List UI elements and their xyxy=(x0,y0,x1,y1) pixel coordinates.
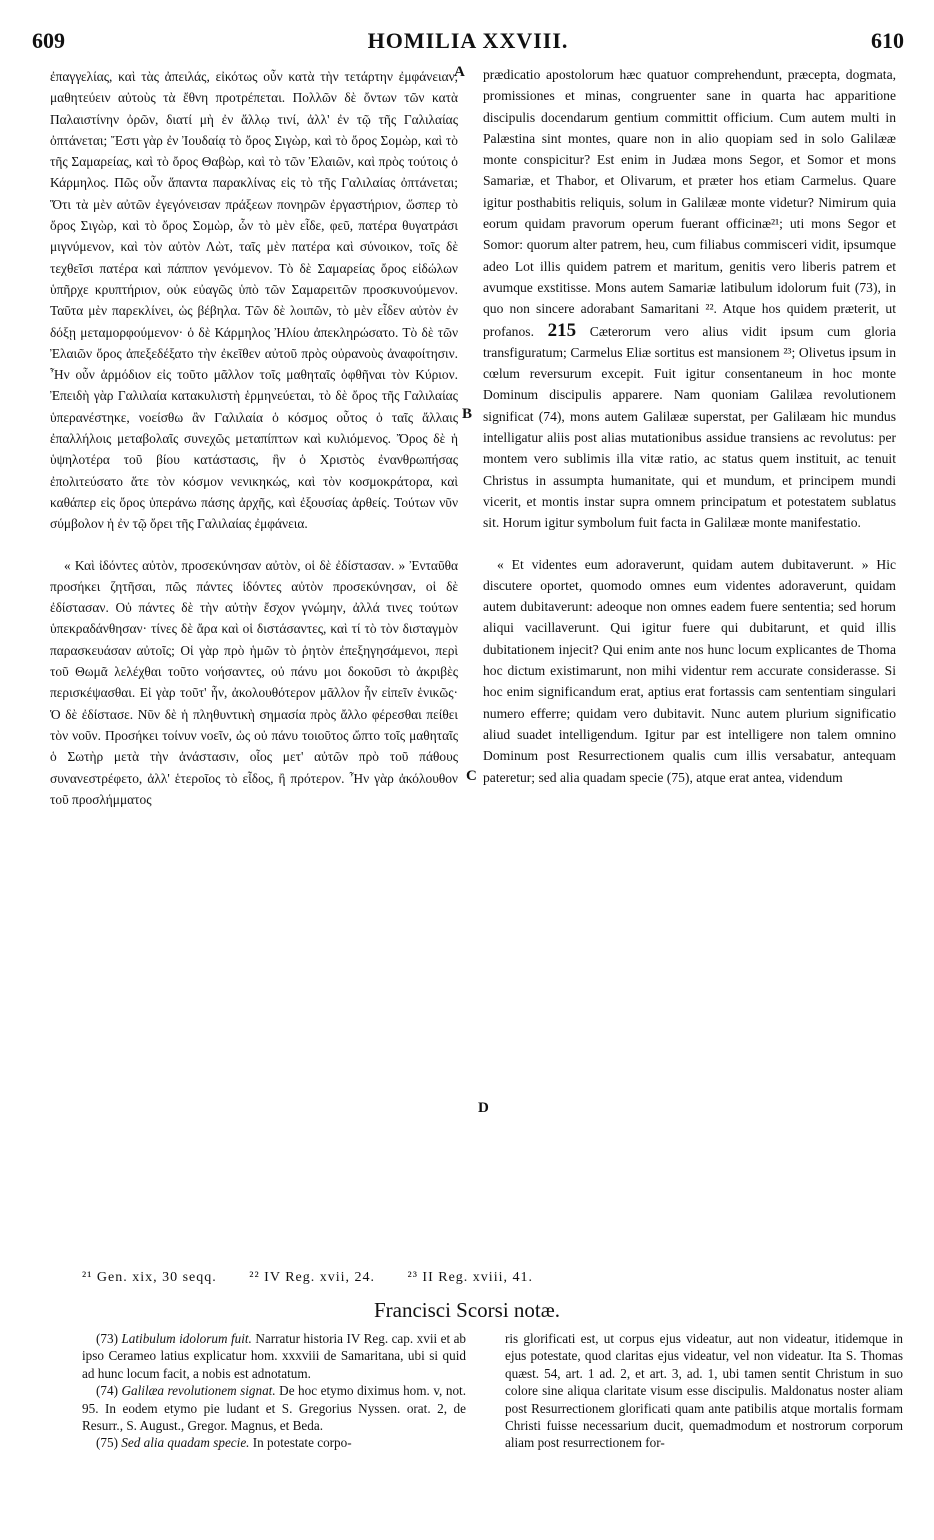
margin-letter-b: B xyxy=(462,406,473,422)
reference-23: ²³ II Reg. xviii, 41. xyxy=(407,1270,533,1285)
running-title: HOMILIA XXVIII. xyxy=(367,28,569,53)
latin-column xyxy=(483,64,896,788)
latin-paragraph-1b: Cæterorum vero alius vidit ipsum cum gloria transfiguratum; Carmelus Eliæ sortitus est mansionem ²³; Olivetus ipsum in cœlum reversurum excepit. Fuit igitur consentaneum in hoc monte Dominum discipulis apparere. Nam quoniam Galilæa revolutionem significat (74), mons autem Galilææ superstat, per Galilæam hic mundus intelligatur aliis post alias mutationibus assidue transiens ac revolutus: per montem vero sublimis illa vitæ ratio, ac status quem instituit, ac tenuit Christus in assumpta humanitate, qui et mundum, et principem mundi vicerit, et montis instar supra omnem principatum et potestatem sublatus sit. Horum igitur symbolum fuit facta in Galilææ monte manifestatio. xyxy=(483,323,896,531)
notes-right-column xyxy=(505,1330,903,1452)
column-number-marker: 215 xyxy=(547,319,577,341)
margin-letter-a: A xyxy=(454,64,465,80)
note-75-continued: ris glorificati est, ut corpus ejus videatur, aut non videatur, itidemque in ejus potestate, quod claritas ejus videatur, vel non videatur. Ita S. Thomas quæst. 54, art. 1 ad. 2, et art. 3, ad. 1, ubi tamen sentit Christum in suo colore sine aliqua claritate visum esse discipulis. Maldonatus noster aliam post Resurrectionem glorificati quam ante patibilis atque mortalis formam Christi fuisse necessarium ducit, quemadmodum et nostrorum corporum aliam post resurrectionem for- xyxy=(505,1331,903,1451)
reference-21: ²¹ Gen. xix, 30 seqq. xyxy=(82,1270,217,1285)
reference-22: ²² IV Reg. xvii, 24. xyxy=(249,1270,376,1285)
note-75-label: (75) xyxy=(96,1435,118,1451)
right-page-number: 610 xyxy=(871,28,904,53)
notes-title: Francisci Scorsi notæ. xyxy=(373,1298,561,1322)
note-75-text: In potestate corpo- xyxy=(252,1435,352,1451)
note-75-lemma: Sed alia quadam specie. xyxy=(121,1435,250,1451)
note-73-text: Narratur historia IV Reg. cap. xvii et ab ipso Cerameo latius explicatur hom. xxxviii de Samaritana, ubi si quid ad hunc locum facit, a nobis est adnotatum. xyxy=(82,1331,467,1381)
greek-paragraph-1: ἐπαγγελίας, καὶ τὰς ἀπειλάς, εἰκότως οὖν κατὰ τὴν τετάρτην ἐμφάνειαν, μαθητεύειν αὐτοὺς τὰ ἔθνη προτρέπεται. Πολλῶν δὲ ὄντων τῶν κατὰ Παλαιστίνην ὀρῶν, διατί μὴ ἐν ἄλλῳ τινί, ἀλλ' ἐν τῷ τῆς Γαλιλαίας ὀπτάνεται; Ἔστι γὰρ ἐν Ἰουδαίᾳ τὸ ὄρος Σιγὼρ, καὶ τὸ ὄρος Σομὼρ, καὶ τὸ τῆς Σαμαρείας, καὶ τὸ ὄρος Θαβὼρ, καὶ τὸ τῶν Ἐλαιῶν, καὶ πρὸς τούτοις ὁ Κάρμηλος. Πῶς οὖν ἅπαντα παρακλίνας εἰς τὸ τῆς Γαλιλαίας ὀπτάνεται; Ὅτι τὰ μὲν αὐτῶν ἐγεγόνεισαν πράξεων πονηρῶν ἐργαστήριον, ὥσπερ τὸ ὄρος Σιγὼρ, καὶ τὸ ὄρος Σομὼρ, ὧν τὸ μὲν εἶδε, φεῦ, πατέρα θυγατράσι μιγνύμενον, καὶ τὸν αὐτὸν Λὼτ, ταῖς μὲν πατέρα καὶ σύνοικον, τοῖς δὲ τεχθεῖσι πατέρα καὶ πάππον γενόμενον. Τὸ δὲ Σαμαρείας ὄρος εἰδώλων ὑπῆρχε κρυπτήριον, οὐκ εὐαγῶς ὑπὸ τῶν Σαμαρειτῶν προσκυνούμενον. Ταῦτα μὲν παρεκλίνει, ὡς βέβηλα. Τῶν δὲ λοιπῶν, τὸ μὲν εἶδεν αὐτὸν ἐν δόξῃ μεταμορφούμενον· ὁ δὲ Κάρμηλος Ἠλίου ἀπεκληρώσατο. Τὸ δὲ τῶν Ἐλαιῶν ὄρος ἀπεξεδέξατο τὴν ἐκεῖθεν αὐτοῦ πρὸς οὐρανοὺς ἀναφοίτησιν. Ἦν οὖν ἁρμόδιον εἰς τοῦτο μᾶλλον τοῖς μαθηταῖς ὀφθῆναι τὸν Κύριον. Ἐπειδὴ γὰρ Γαλιλαία κατακυλιστὴ ἑρμηνεύεται, τὸ δὲ ὄρος τῆς Γαλιλαίας ὑπερανέστηκε, νοείσθω ἂν Γαλιλαία ὁ κόσμος οὗτος ὁ ταῖς ἄλλαις ἐπαλλήλοις μεταβολαῖς συνεχῶς μεταπίπτων καὶ κυλιόμενος. Ὄρος δὲ ἡ ὑψηλοτέρα τοῦ βίου κατάστασις, ἣν ὁ Χριστὸς ἐνανθρωπήσας ἐπολιτεύσατο ἅτε τὸν κόσμον νενικηκώς, καὶ τὸν κοσμοκράτορα, καὶ καθάπερ εἰς ὄρος ὑπεράνω πάσης ἀρχῆς, καὶ ἐξουσίας ἀρθείς. Τούτων νῦν σύμβολον ἡ ἐν τῷ ὄρει τῆς Γαλιλαίας ἐμφάνεια. xyxy=(50,69,458,532)
note-74-label: (74) xyxy=(96,1383,118,1399)
margin-letter-d: D xyxy=(478,1100,489,1116)
greek-column xyxy=(50,66,458,810)
notes-left-column xyxy=(82,1330,466,1452)
scripture-references xyxy=(82,1270,882,1286)
greek-paragraph-2: « Καὶ ἰδόντες αὐτὸν, προσεκύνησαν αὐτὸν, οἱ δὲ ἐδίστασαν. » Ἐνταῦθα προσήκει ζητῆσαι, πῶς πάντες ἰδόντες αὐτὸν προσεκύνησαν, οἱ δὲ ἐδίστασαν. Οὐ πάντες δὲ τὴν αὐτὴν ἔσχον γνώμην, ἀλλά τινες τούτων ὑπεκραδάνθησαν· τίνες δὲ ἄρα καὶ οἱ διστάσαντες, καὶ τί τὸ τὸν δισταγμὸν παρασκευάσαν αὐτοῖς; Οἱ γὰρ πρὸ ἡμῶν τὸ ῥητὸν ἐπεξηγησάμενοι, περὶ τοῦ Θωμᾶ λελέχθαι τοῦτο νοήσαντες, οὐ πάνυ μοι δοκοῦσι τὸ ἀκριβὲς περισκέψασθαι. Εἰ γὰρ τοῦτ' ἦν, ἀκολουθότερον μᾶλλον ἦν εἰπεῖν ἑνικῶς· Ὁ δὲ ἐδίστασε. Νῦν δὲ ἡ πληθυντικὴ σημασία πρὸς ἄλλο φέρεσθαι πείθει τὸν νοῦν. Προσήκει τοίνυν νοεῖν, ὡς οὐ πάνυ τοιοῦτος ὤπτο τοῖς μαθηταῖς ὁ Σωτὴρ μετὰ τὴν ἀνάστασιν, οἷος μετ' αὐτῶν πρὸ τοῦ πάθους συνανεστρέφετο, ἀλλ' ἑτεροῖος τὸ εἶδος, ἢ πρότερον. Ἦν γὰρ ἀκόλουθον τοῦ προσλήμματος xyxy=(50,557,458,807)
latin-paragraph-2: « Et videntes eum adoraverunt, quidam autem dubitaverunt. » Hic discutere oportet, quomodo omnes eum videntes adoraverunt, quidam autem dubitaverunt: adeoque non omnes eadem fuere sententia; sed horum aliqui vacillaverunt. Qui igitur fuere qui dubitarunt, et quid illis dubitationem injecit? Qui enim ante nos hunc locum explicantes de Thoma hoc dictum existimarunt, non mihi videntur rem accurate considerasse. Si hoc enim significandum erat, aptius erat fortassis cam sententiam singulari numero efferre; quidam vero dubitavit. Nunc autem plurium significatio aliud suadet intelligendum. Igitur par est intelligere non talem omnino Dominum post Resurrectionem qualis cum illis versabatur, antequam pateretur; sed alia quadam specie (75), atque erat antea, videndum xyxy=(483,556,896,785)
note-74-lemma: Galilæa revolutionem signat. xyxy=(121,1383,276,1399)
page-header xyxy=(32,28,904,58)
margin-letter-c: C xyxy=(466,768,477,784)
note-74-text: De hoc etymo diximus hom. v, not. 95. In eodem etymo pie ludant et S. Gregorius Nyssen. orat. 2, de Resurr., S. August., Gregor. Magnus, et Beda. xyxy=(82,1383,467,1434)
note-73-lemma: Latibulum idolorum fuit. xyxy=(121,1331,252,1346)
left-page-number: 609 xyxy=(32,28,65,53)
note-73-label: (73) xyxy=(96,1331,118,1346)
latin-paragraph-1a: prædicatio apostolorum hæc quatuor comprehendunt, præcepta, dogmata, promissiones et minas, congruenter sane in quarta hac apparitione discipulis docendarum gentium committit officium. Cum autem multi in Palæstina sint montes, quare non in alio quopiam sed in solo Galilææ monte conspicitur? Est enim in Judæa mons Segor, et Somor et mons Samariæ, et Thabor, et Olivarum, et præter hos etiam Carmelus. Quare igitur posthabitis reliquis, solum in Galilææ monte videtur? Nimirum quia eorum quidam pravorum operum fuerant officinæ²¹; uti mons Segor et Somor: quorum alter patrem, heu, cum filiabus commisceri vidit, ipsumque adeo Lot illis quidem patrem et maritum, genitis vero liberis patrem et avumque exstitisse. Mons autem Samariæ latibulum idolorum fuit (73), in quo non sincere adorabant Samaritani ²². Atque hos quidem præterit, ut profanos. xyxy=(483,67,896,339)
